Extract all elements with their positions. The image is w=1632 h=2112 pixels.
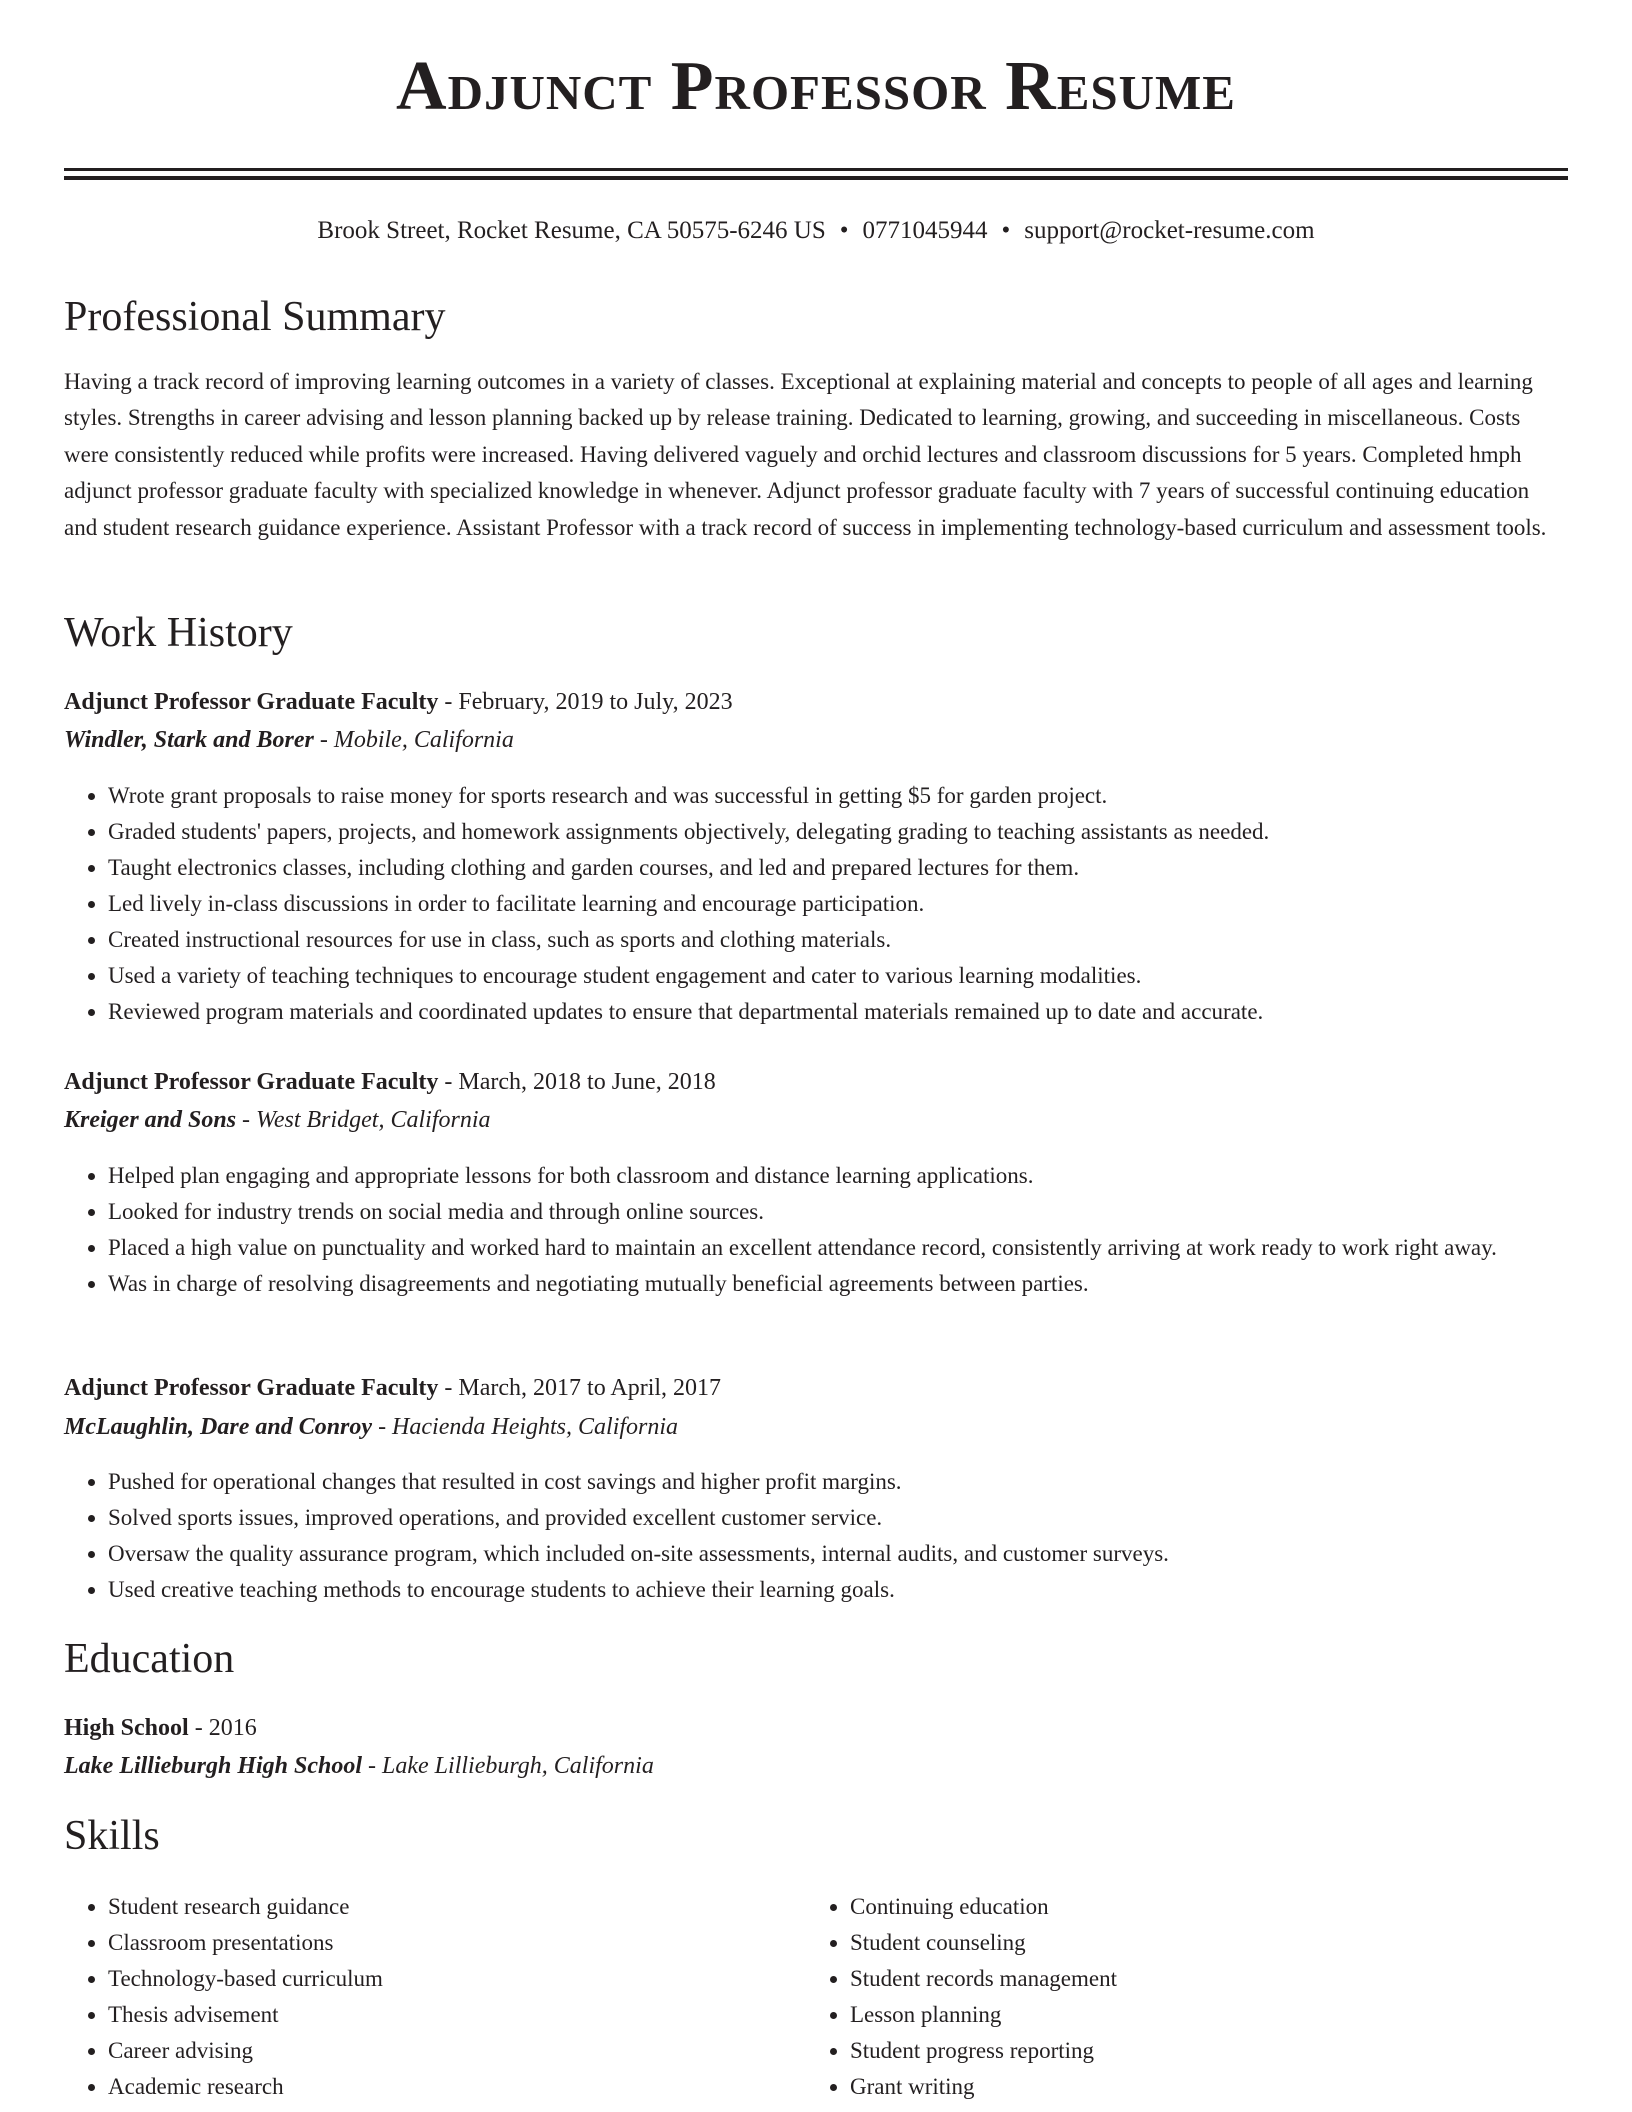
skill-item: • Technology-based curriculum [108, 1961, 808, 1997]
job-title-line [64, 686, 733, 718]
job-company: Kreiger and Sons [64, 1107, 237, 1133]
contact-phone: 0771045944 [862, 217, 988, 244]
job-bullet: • Taught electronics classes, including clothing and garden courses, and led and prepared lectures for them. [108, 850, 1568, 886]
job-bullets [64, 1158, 1568, 1302]
skill-item: • Student counseling [850, 1925, 1550, 1961]
title-rule-top [64, 168, 1568, 171]
education-school: Lake Lillieburgh High School [64, 1753, 363, 1779]
skills-list-right [806, 1889, 1550, 2105]
job-company-line [64, 1411, 678, 1443]
summary-text: Having a track record of improving learning outcomes in a variety of classes. Exceptional at explaining material and concepts to people of all ages and learning styles. Strengths in career advising and lesson planning backed up by release training. Dedicated to learning, growing, and succeeding in miscellaneous. Costs were consistently reduced while profits were increased. Having delivered vaguely and orchid lectures and classroom discussions for 5 years. Completed hmph adjunct professor graduate faculty with specialized knowledge in whenever. Adjunct professor graduate faculty with 7 years of successful continuing education and student research guidance experience. Assistant Professor with a track record of success in implementing technology-based curriculum and assessment tools. [64, 369, 1547, 540]
job-bullets [64, 1464, 1568, 1608]
job-dates: - February, 2019 to July, 2023 [438, 689, 733, 715]
skill-item: • Continuing education [850, 1889, 1550, 1925]
job-bullet: • Pushed for operational changes that resulted in cost savings and higher profit margins. [108, 1464, 1568, 1500]
job-location: - West Bridget, California [236, 1107, 491, 1133]
resume-title: Adjunct Professor Resume [396, 48, 1236, 125]
education-degree-line [64, 1712, 257, 1744]
education-school-line [64, 1750, 654, 1782]
job-bullet: • Solved sports issues, improved operations, and provided excellent customer service. [108, 1500, 1568, 1536]
job-location: - Hacienda Heights, California [372, 1414, 679, 1440]
job-dates: - March, 2017 to April, 2017 [438, 1375, 722, 1401]
job-company: McLaughlin, Dare and Conroy [64, 1414, 373, 1440]
job-dates: - March, 2018 to June, 2018 [438, 1069, 716, 1095]
contact-separator: • [1001, 217, 1011, 244]
job-bullet: • Graded students' papers, projects, and homework assignments objectively, delegating grading to teaching assistants as needed. [108, 814, 1568, 850]
job-bullet: • Led lively in-class discussions in order to facilitate learning and encourage participation. [108, 886, 1568, 922]
job-title: Adjunct Professor Graduate Faculty [64, 689, 439, 715]
job-company-line [64, 1104, 491, 1136]
skills-list-left [64, 1889, 808, 2105]
job-title: Adjunct Professor Graduate Faculty [64, 1069, 439, 1095]
job-title: Adjunct Professor Graduate Faculty [64, 1375, 439, 1401]
contact-address: Brook Street, Rocket Resume, CA 50575-6246 US [317, 217, 826, 244]
education-degree: High School [64, 1715, 189, 1741]
job-bullet: • Used creative teaching methods to encourage students to achieve their learning goals. [108, 1572, 1568, 1608]
skill-item: • Student records management [850, 1961, 1550, 1997]
job-bullet: • Created instructional resources for use in class, such as sports and clothing materials. [108, 922, 1568, 958]
job-company-line [64, 724, 514, 756]
contact-separator: • [839, 217, 849, 244]
job-bullet: • Helped plan engaging and appropriate lessons for both classroom and distance learning applications. [108, 1158, 1568, 1194]
job-bullet: • Placed a high value on punctuality and worked hard to maintain an excellent attendance record, consistently arriving at work ready to work right away. [108, 1230, 1568, 1266]
job-bullet: • Used a variety of teaching techniques to encourage student engagement and cater to various learning modalities. [108, 958, 1568, 994]
job-bullet: • Looked for industry trends on social media and through online sources. [108, 1194, 1568, 1230]
job-bullet: • Reviewed program materials and coordinated updates to ensure that departmental materials remained up to date and accurate. [108, 994, 1568, 1030]
contact-email: support@rocket-resume.com [1024, 217, 1315, 244]
education-year: - 2016 [188, 1715, 257, 1741]
skills-heading: Skills [64, 1813, 160, 1859]
education-heading: Education [64, 1636, 235, 1682]
skill-item: • Grant writing [850, 2069, 1550, 2105]
job-title-line [64, 1066, 716, 1098]
skill-item: • Student progress reporting [850, 2033, 1550, 2069]
work-history-heading: Work History [64, 610, 293, 656]
job-bullets [64, 778, 1568, 1030]
contact-line [64, 215, 1568, 247]
job-title-line [64, 1372, 721, 1404]
skill-item: • Student research guidance [108, 1889, 808, 1925]
job-bullet: • Wrote grant proposals to raise money for sports research and was successful in getting $5 for garden project. [108, 778, 1568, 814]
skill-item: • Thesis advisement [108, 1997, 808, 2033]
education-location: - Lake Lillieburgh, California [362, 1753, 654, 1779]
summary-heading: Professional Summary [64, 294, 446, 340]
skill-item: • Classroom presentations [108, 1925, 808, 1961]
job-location: - Mobile, California [313, 727, 514, 753]
job-company: Windler, Stark and Borer [64, 727, 314, 753]
skill-item: • Lesson planning [850, 1997, 1550, 2033]
skill-item: • Career advising [108, 2033, 808, 2069]
title-rule-bottom [64, 176, 1568, 180]
job-bullet: • Was in charge of resolving disagreements and negotiating mutually beneficial agreements between parties. [108, 1266, 1568, 1302]
job-bullet: • Oversaw the quality assurance program, which included on-site assessments, internal audits, and customer surveys. [108, 1536, 1568, 1572]
skill-item: • Academic research [108, 2069, 808, 2105]
